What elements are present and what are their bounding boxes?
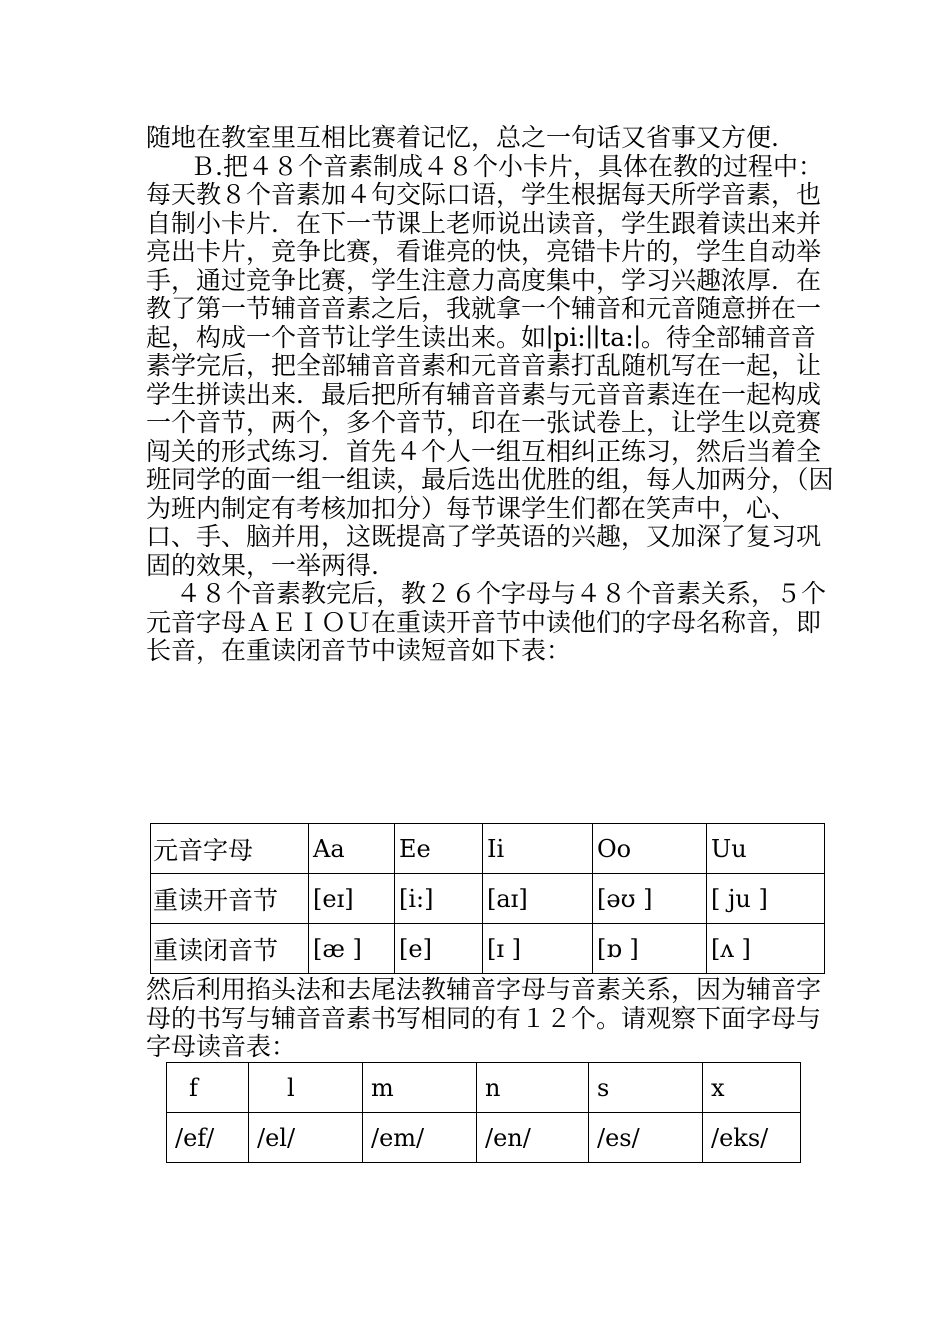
paragraph-3: ４８个音素教完后，教２６个字母与４８个音素关系，５个元音字母ＡＥＩＯＵ在重读开音节中读他们的字母名称音，即长音，在重读闭音节中读短音如下表： (146, 579, 827, 665)
table-cell: m (363, 1063, 477, 1113)
table-cell: [eɪ] (309, 874, 395, 924)
body-text (146, 124, 836, 666)
consonant-letter-table (166, 1062, 801, 1163)
table-cell: [ʌ ] (707, 924, 825, 974)
paragraph-1: 随地在教室里互相比赛着记忆，总之一句话又省事又方便. (146, 123, 779, 152)
table-cell: n (477, 1063, 589, 1113)
table-cell: Oo (593, 824, 707, 874)
table-cell: [i:] (395, 874, 483, 924)
table-cell: l (249, 1063, 363, 1113)
table-cell: [e] (395, 924, 483, 974)
table-row (167, 1063, 801, 1113)
table-cell: [æ ] (309, 924, 395, 974)
paragraph-4: 然后利用掐头法和去尾法教辅音字母与音素关系，因为辅音字母的书写与辅音音素书写相同的有１２个。请观察下面字母与字母读音表： (146, 975, 822, 1061)
table-cell: [aɪ] (483, 874, 593, 924)
table-cell: /en/ (477, 1113, 589, 1163)
table-cell: /el/ (249, 1113, 363, 1163)
table-row (151, 874, 825, 924)
table-cell: Ee (395, 824, 483, 874)
table-cell: [ ju ] (707, 874, 825, 924)
table-cell: /es/ (589, 1113, 703, 1163)
paragraph-2: Ｂ.把４８个音素制成４８个小卡片，具体在教的过程中：每天教８个音素加４句交际口语，学生根据每天所学音素，也自制小卡片．在下一节课上老师说出读音，学生跟着读出来并亮出卡片，竞争比赛，看谁亮的快，亮错卡片的，学生自动举手，通过竞争比赛，学生注意力高度集中，学习兴趣浓厚．在教了第一节辅音音素之后，我就拿一个辅音和元音随意拼在一起，构成一个音节让学生读出来。如∣pi:∣∣ta:∣。待全部辅音音素学完后，把全部辅音音素和元音音素打乱随机写在一起，让学生拼读出来．最后把所有辅音音素与元音音素连在一起构成一个音节，两个，多个音节，印在一张试卷上，让学生以竞赛闯关的形式练习．首先４个人一组互相纠正练习，然后当着全班同学的面一组一组读，最后选出优胜的组，每人加两分，（因为班内制定有考核加扣分）每节课学生们都在笑声中，心、口、手、脑并用，这既提高了学英语的兴趣，又加深了复习巩固的效果，一举两得. (146, 151, 834, 580)
table-row (151, 924, 825, 974)
table-cell: Ii (483, 824, 593, 874)
table-cell: 元音字母 (151, 824, 309, 874)
table-cell: x (703, 1063, 801, 1113)
table-cell: Uu (707, 824, 825, 874)
table-cell: s (589, 1063, 703, 1113)
body-text-continued (146, 976, 836, 1062)
table-cell: /em/ (363, 1113, 477, 1163)
table-cell: 重读闭音节 (151, 924, 309, 974)
vowel-letter-table (150, 823, 825, 974)
table-cell: Aa (309, 824, 395, 874)
table-cell: [ɒ ] (593, 924, 707, 974)
table-cell: [əʊ ] (593, 874, 707, 924)
table-cell: 重读开音节 (151, 874, 309, 924)
table-cell: /eks/ (703, 1113, 801, 1163)
table-cell: [ɪ ] (483, 924, 593, 974)
table-row (151, 824, 825, 874)
table-row (167, 1113, 801, 1163)
table-cell: /ef/ (167, 1113, 249, 1163)
table-cell: f (167, 1063, 249, 1113)
